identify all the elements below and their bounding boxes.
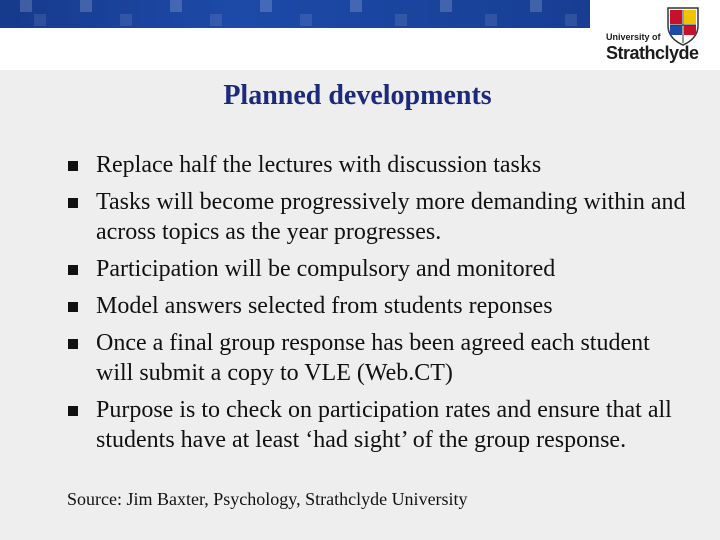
list-item: [68, 395, 688, 455]
university-crest-icon: [666, 6, 700, 46]
decorative-banner: [0, 0, 590, 28]
bullet-text: Participation will be compulsory and monitored: [96, 256, 556, 282]
square-bullet-icon: [68, 339, 78, 349]
bullet-text: Purpose is to check on participation rates and ensure that all students have at least ‘had sight’ of the group response.: [96, 397, 672, 453]
list-item: [68, 187, 688, 247]
logo-strathclyde: Strathclyde: [606, 43, 699, 63]
header-band: [0, 0, 720, 70]
source-citation: Source: Jim Baxter, Psychology, Strathclyde University: [67, 489, 468, 509]
square-bullet-icon: [68, 406, 78, 416]
list-item: [68, 328, 688, 388]
bullet-text: Tasks will become progressively more demanding within and across topics as the year progresses.: [96, 189, 686, 245]
bullet-list: [68, 150, 688, 462]
list-item: [68, 291, 688, 321]
square-bullet-icon: [68, 302, 78, 312]
list-item: [68, 254, 688, 284]
bullet-text: Once a final group response has been agreed each student will submit a copy to VLE (Web.CT): [96, 330, 650, 386]
university-logo: [600, 6, 712, 66]
list-item: [68, 150, 688, 180]
bullet-text: Replace half the lectures with discussion tasks: [96, 152, 542, 178]
square-bullet-icon: [68, 198, 78, 208]
slide-title: Planned developments: [223, 80, 492, 111]
logo-university-of: University of: [606, 32, 661, 42]
square-bullet-icon: [68, 161, 78, 171]
square-bullet-icon: [68, 265, 78, 275]
bullet-text: Model answers selected from students reponses: [96, 293, 553, 319]
